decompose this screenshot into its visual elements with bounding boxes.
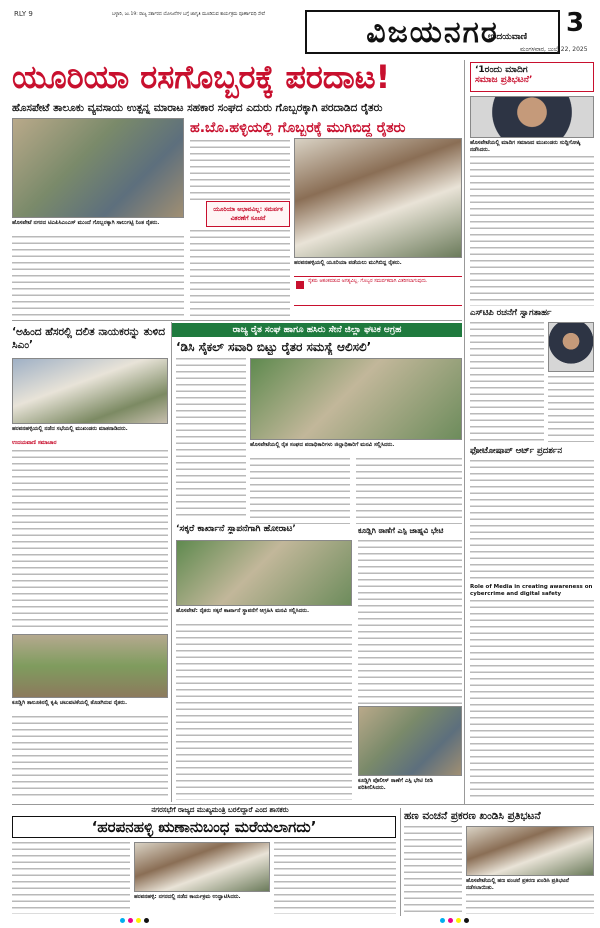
edition-code: RLY 9	[14, 10, 33, 18]
lead-photo-2	[294, 138, 462, 258]
right-bottom-headline: ಹಣ ವಂಚನೆ ಪ್ರಕರಣ ಖಂಡಿಸಿ ಪ್ರತಿಭಟನೆ	[404, 810, 541, 822]
center-story-body-2	[250, 458, 350, 524]
right-bottom-body	[404, 826, 462, 914]
sidebar-body-4	[470, 600, 594, 800]
masthead-teaser: ಬಳ್ಳಾರಿ, ಜು.19: ರಾಜ್ಯ ಸರ್ಕಾರದ ಯೋಜನೆಗಳ ಬಗ್ಗೆ ಜಾಗೃತಿ ಮೂಡಿಸುವ ಕಾರ್ಯಕ್ರಮ ಪೂರ್ಣಾವಧಿ ಸೇವೆ	[112, 12, 265, 17]
left-story-photo	[12, 358, 168, 424]
lead-subhead: ಹೊಸಪೇಟೆ ತಾಲೂಕು ವ್ಯವಸಾಯ ಉತ್ಪನ್ನ ಮಾರಾಟ ಸಹಕಾರ ಸಂಘದ ಎದುರು ಗೊಬ್ಬರಕ್ಕಾಗಿ ಪರದಾಡಿದ ರೈತರು	[12, 102, 383, 114]
lead-inset-box	[206, 201, 290, 227]
registration-dot-yellow-2	[456, 918, 461, 923]
sidebar-headline-box	[470, 62, 594, 92]
sidebar-body-3	[470, 460, 594, 580]
sidebar-body	[470, 156, 594, 306]
right-bottom-body-2	[466, 894, 594, 914]
lead-body-text	[12, 236, 184, 316]
sidebar-portrait	[548, 322, 594, 372]
lead-photo-2-caption: ಹರಪನಹಳ್ಳಿಯಲ್ಲಿ ಯೂರಿಯಾ ಪಡೆಯಲು ಮುಗಿಬಿದ್ದ ರೈತರು.	[294, 260, 402, 266]
sidebar-body-2b	[548, 376, 594, 442]
left-story-headline: ‘ಅಹಿಂದ ಹೆಸರಲ್ಲಿ ದಲಿತ ನಾಯಕರನ್ನು ತುಳಿದ ಸಿಎಂ’	[12, 326, 166, 351]
lead-red-subhead: ಹ.ಬೊ.ಹಳ್ಳಿಯಲ್ಲಿ ಗೊಬ್ಬರಕ್ಕೆ ಮುಗಿಬಿದ್ದ ರೈತರು	[190, 120, 406, 136]
right-bottom-photo	[466, 826, 594, 876]
page-number: 3	[566, 8, 585, 38]
center-sub-body	[176, 624, 352, 800]
left-story-body-2	[12, 716, 168, 800]
center-story-band: ರಾಜ್ಯ ರೈತ ಸಂಘ ಹಾಗೂ ಹಸಿರು ಸೇನೆ ಜಿಲ್ಲಾ ಘಟಕ ಆಗ್ರಹ	[172, 323, 462, 337]
center-sub-caption: ಹೊಸಪೇಟೆ: ರೈತರು ಸಕ್ಕರೆ ಕಾರ್ಖಾನೆ ಸ್ಥಾಪನೆಗೆ ಆಗ್ರಹಿಸಿ ಮನವಿ ಸಲ್ಲಿಸಿದರು.	[176, 608, 310, 614]
newspaper-brand: ಉದಯವಾಣಿ	[488, 32, 528, 42]
registration-dot-cyan-2	[440, 918, 445, 923]
lead-headline: ಯೂರಿಯಾ ರಸಗೊಬ್ಬರಕ್ಕೆ ಪರದಾಟ!	[12, 58, 391, 96]
visit-story-caption: ಕೂಡ್ಲಿಗಿ ಪೊಲೀಸ್ ಠಾಣೆಗೆ ಎಸ್ಪಿ ಭೇಟಿ ನೀಡಿ ಪರಿಶೀಲಿಸಿದರು.	[358, 778, 433, 791]
sidebar-body-2	[470, 322, 544, 442]
center-story-body	[176, 358, 246, 518]
section-divider-bottom	[12, 804, 594, 805]
center-sub-photo	[176, 540, 352, 606]
center-story-body-3	[356, 458, 462, 524]
sidebar-headline-line2: ಸಮಾಜ ಪ್ರತಿಭಟನೆ’	[475, 75, 533, 85]
sidebar-headline-line1: ‘1ರಂದು ಮಾದಿಗ	[475, 65, 528, 75]
bottom-caption: ಹರಪನಹಳ್ಳಿ: ನಗರದಲ್ಲಿ ನಡೆದ ಕಾರ್ಯಕ್ರಮ ಉದ್ಘಾಟಿಸಿದರು.	[134, 894, 241, 900]
section-title: ವಿಜಯನಗರ	[366, 14, 499, 50]
registration-dot-cyan	[120, 918, 125, 923]
sidebar-caption: ಹೊಸಪೇಟೆಯಲ್ಲಿ ಮಾದಿಗ ಸಮಾಜದ ಮುಖಂಡರು ಸುದ್ದಿಗೋಷ್ಠಿ ನಡೆಸಿದರು.	[470, 140, 581, 153]
lead-inset-text: ಯೂರಿಯಾ ಅಭಾವವಿಲ್ಲ: ಸಮರ್ಪಕ ವಿತರಣೆಗೆ ಸೂಚನೆ	[213, 206, 283, 222]
registration-dot-yellow	[136, 918, 141, 923]
sidebar-english-text: Role of Media in creating awareness on cybercrime and digital safety	[470, 584, 593, 597]
center-sub-headline: ‘ಸಕ್ಕರೆ ಕಾರ್ಖಾನೆ ಸ್ಥಾಪನೆಗಾಗಿ ಹೋರಾಟ’	[176, 524, 296, 534]
visit-story-body	[358, 540, 462, 704]
lead-body-text-col2	[190, 140, 290, 200]
bottom-body	[12, 842, 130, 914]
sidebar-headline-2: ಎಸ್‌ಟಿಪಿ ರಚನೆಗೆ ಸ್ವಾಗತಾರ್ಹ	[470, 308, 552, 318]
column-divider	[464, 60, 465, 805]
bottom-photo	[134, 842, 270, 892]
registration-dot-magenta	[128, 918, 133, 923]
section-divider	[12, 320, 462, 321]
visit-story-photo	[358, 706, 462, 776]
bottom-headline: ‘ಹರಪನಹಳ್ಳಿ ಋಣಾನುಬಂಧ ಮರೆಯಲಾಗದು’	[12, 816, 396, 838]
center-story-photo	[250, 358, 462, 440]
left-story-caption-2: ಕೂಡ್ಲಿಗಿ ತಾಲೂಕಿನಲ್ಲಿ ಕೃಷಿ ಚಟುವಟಿಕೆಯಲ್ಲಿ ತೊಡಗಿರುವ ರೈತರು.	[12, 700, 128, 706]
lead-quote-box	[294, 276, 462, 306]
registration-dot-black-2	[464, 918, 469, 923]
sidebar-headline-3: ಫೋಟೋಷಾಪ್ ಆರ್ಟ್ ಪ್ರದರ್ಶನ	[470, 446, 563, 456]
left-story-caption: ಹರಪನಹಳ್ಳಿಯಲ್ಲಿ ನಡೆದ ಸಭೆಯಲ್ಲಿ ಮುಖಂಡರು ಮಾತನಾಡಿದರು.	[12, 426, 128, 432]
left-story-kicker: ಉದಯವಾಣಿ ಸಮಾಚಾರ	[12, 440, 57, 446]
registration-dot-magenta-2	[448, 918, 453, 923]
visit-story-headline: ಕೂಡ್ಲಿಗಿ ಠಾಣೆಗೆ ಎಸ್ಪಿ ಜಾಹ್ನವಿ ಭೇಟಿ	[358, 526, 444, 535]
lead-photo	[12, 118, 184, 218]
left-story-photo-2	[12, 634, 168, 698]
column-divider-bottom	[400, 808, 401, 916]
right-bottom-caption: ಹೊಸಪೇಟೆಯಲ್ಲಿ ಹಣ ವಂಚನೆ ಪ್ರಕರಣ ಖಂಡಿಸಿ ಪ್ರತಿಭಟನೆ ನಡೆಸಲಾಯಿತು.	[466, 878, 569, 891]
lead-photo-caption: ಹೊಸಪೇಟೆ ನಗರದ ಟಿಎಪಿಸಿಎಂಎಸ್ ಮುಂದೆ ಗೊಬ್ಬರಕ್ಕಾಗಿ ಸಾಲುಗಟ್ಟಿ ನಿಂತ ರೈತರು.	[12, 220, 160, 226]
left-story-body	[12, 450, 168, 630]
column-divider-left	[171, 322, 172, 802]
center-story-caption: ಹೊಸಪೇಟೆಯಲ್ಲಿ ರೈತ ಸಂಘದ ಪದಾಧಿಕಾರಿಗಳು ಜಿಲ್ಲಾಧಿಕಾರಿಗೆ ಮನವಿ ಸಲ್ಲಿಸಿದರು.	[250, 442, 395, 448]
issue-date: ಮಂಗಳವಾರ, ಜುಲೈ 22, 2025	[520, 46, 588, 53]
lead-quote: ರೈತರು ಆತಂಕಪಡುವ ಅಗತ್ಯವಿಲ್ಲ. ಗೊಬ್ಬರ ಸಮರ್ಪಕವಾಗಿ ವಿತರಿಸಲಾಗುವುದು.	[308, 279, 428, 284]
bottom-body-2	[274, 842, 396, 914]
registration-dot-black	[144, 918, 149, 923]
lead-body-text-col3	[190, 230, 290, 316]
bottom-kicker: ನಗರಸಭೆಗೆ ರಾಜ್ಯದ ಮುಖ್ಯಮಂತ್ರಿ ಬರಲಿದ್ದಾರೆ ಎಂದ ಶಾಸಕರು	[151, 806, 289, 814]
quote-icon	[296, 281, 304, 289]
sidebar-photo	[470, 96, 594, 138]
center-story-headline: ‘ಡಿಸಿ ಸೈಕಲ್ ಸವಾರಿ ಬಿಟ್ಟು ರೈತರ ಸಮಸ್ಯೆ ಆಲಿಸಲಿ’	[176, 340, 372, 354]
